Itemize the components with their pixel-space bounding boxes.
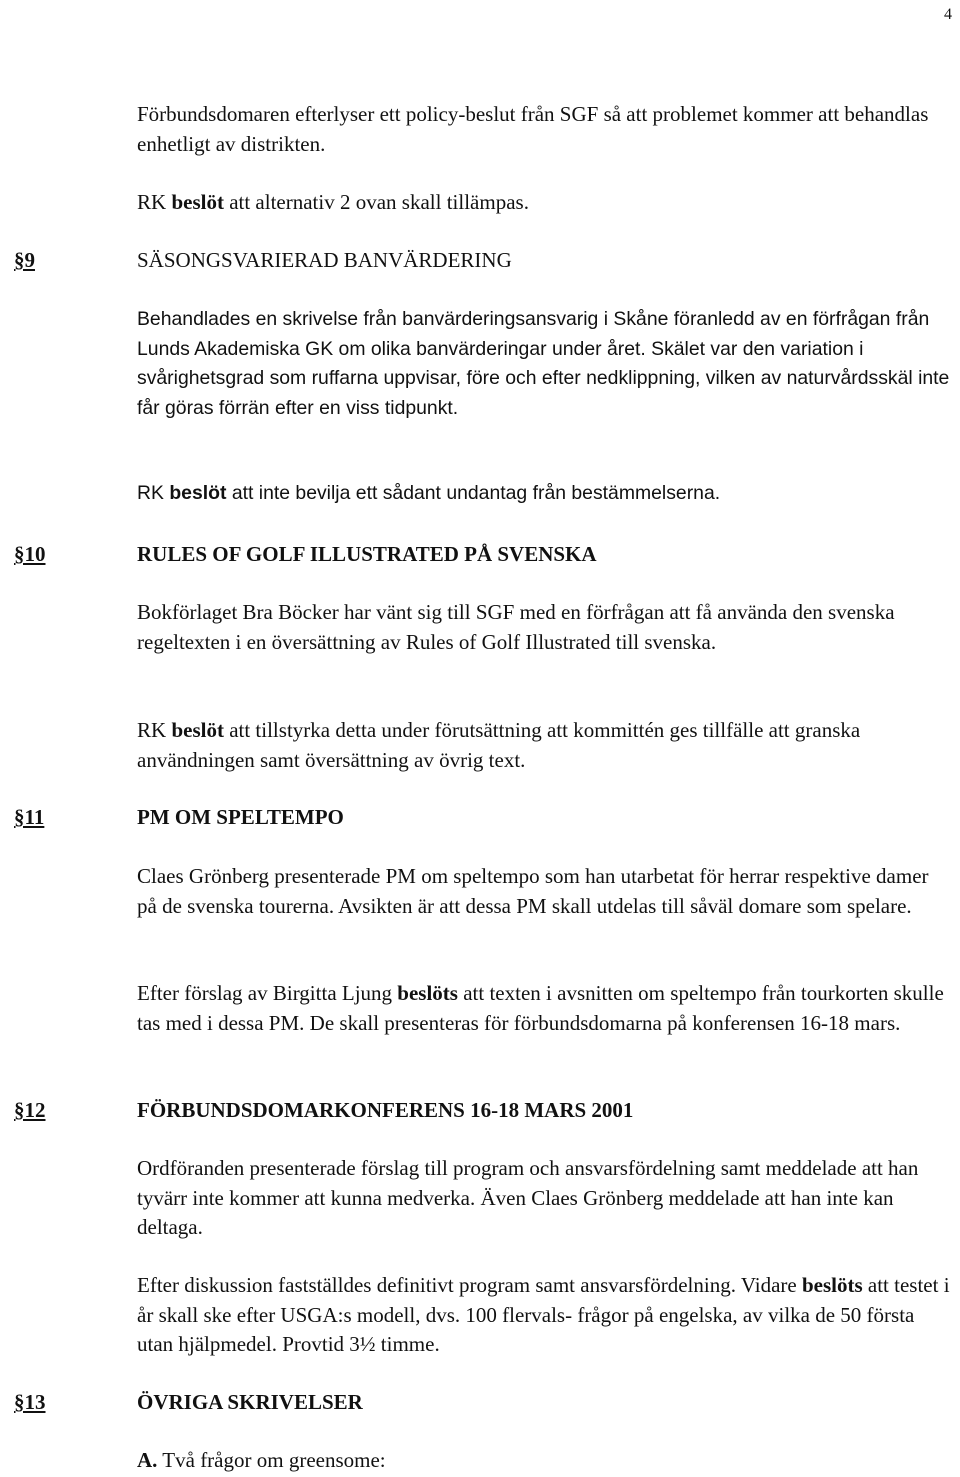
intro-paragraph: Förbundsdomaren efterlyser ett policy-beslut från SGF så att problemet kommer att behandlas enhetligt av distrikten. (137, 102, 929, 156)
decision-verb: beslöt (171, 718, 224, 742)
decision-verb: beslöts (801, 1273, 863, 1297)
page-number: 4 (944, 6, 952, 23)
intro-decision (137, 188, 952, 218)
decision-subject: RK (137, 190, 172, 214)
decision-subject: RK (137, 718, 172, 742)
section-11-decision (137, 979, 952, 1038)
decision-subject: RK (137, 482, 170, 504)
decision-text: att tillstyrka detta under förutsättning att kommittén ges tillfälle att granska användningen samt översättning av övrig text. (137, 718, 861, 772)
section-13-number: §13 (14, 1390, 46, 1414)
section-9-paragraph: Behandlades en skrivelse från banvärderingsansvarig i Skåne föranledd av en förfrågan från Lunds Akademiska GK om olika banvärderingar under året. Skälet var den variation i svårighetsgrad som ruffarna uppvisar, före och efter nedklippning, vilken av naturvårdsskäl inte får göras förrän efter en viss tidpunkt. (137, 308, 950, 419)
section-10-number: §10 (14, 542, 46, 566)
decision-text: att testet i år skall ske efter USGA:s modell, dvs. 100 flervals- frågor på engelska, av vilka de 50 första utan hjälpmedel. Provtid 3½ timme. (137, 1273, 950, 1356)
decision-text: att inte bevilja ett sådant undantag från bestämmelserna. (226, 482, 721, 504)
decision-text: att alternativ 2 ovan skall tillämpas. (223, 190, 529, 214)
section-10-paragraph: Bokförlaget Bra Böcker har vänt sig till SGF med en förfrågan att få använda den svenska regeltexten i en översättning av Rules of Golf Illustrated till svenska. (137, 600, 895, 654)
section-13-subheading (137, 1446, 952, 1476)
section-11-paragraph: Claes Grönberg presenterade PM om speltempo som han utarbetat för herrar respektive damer på de svenska tourerna. Avsikten är att dessa PM skall utdelas till såväl domare som spelare. (137, 864, 929, 918)
section-10-decision (137, 716, 952, 775)
section-10-title: RULES OF GOLF ILLUSTRATED PÅ SVENSKA (137, 542, 597, 566)
section-12-decision (137, 1271, 952, 1360)
subheading-label: A. (137, 1448, 158, 1472)
section-number-text: 11 (24, 805, 45, 829)
section-number-text: 13 (24, 1390, 46, 1414)
decision-verb: beslöt (169, 482, 227, 504)
section-12-title: FÖRBUNDSDOMARKONFERENS 16-18 MARS 2001 (137, 1098, 634, 1122)
section-12-paragraph: Ordföranden presenterade förslag till program och ansvarsfördelning samt meddelade att han tyvärr inte kommer att kunna medverka. Även Claes Grönberg meddelade att han inte kan deltaga. (137, 1156, 919, 1239)
section-12-number: §12 (14, 1098, 46, 1122)
decision-subject: Efter förslag av Birgitta Ljung (137, 981, 398, 1005)
section-11-title: PM OM SPELTEMPO (137, 805, 344, 829)
section-9-title: SÄSONGSVARIERAD BANVÄRDERING (137, 248, 512, 272)
decision-verb: beslöts (397, 981, 458, 1005)
section-11-number: §11 (14, 805, 45, 829)
section-number-text: 9 (24, 248, 35, 272)
subheading-text: Två frågor om greensome: (157, 1448, 386, 1472)
section-number-text: 12 (24, 1098, 46, 1122)
decision-verb: beslöt (171, 190, 224, 214)
section-13-title: ÖVRIGA SKRIVELSER (137, 1390, 363, 1414)
decision-text: att texten i avsnitten om speltempo från tourkorten skulle tas med i dessa PM. De skall presenteras för förbundsdomarna på konferensen 16-18 mars. (137, 981, 944, 1035)
section-number-text: 10 (24, 542, 46, 566)
section-9-number: §9 (14, 248, 35, 272)
decision-subject: Efter diskussion fastställdes definitivt program samt ansvarsfördelning. Vidare (137, 1273, 802, 1297)
section-9-decision (137, 479, 952, 509)
